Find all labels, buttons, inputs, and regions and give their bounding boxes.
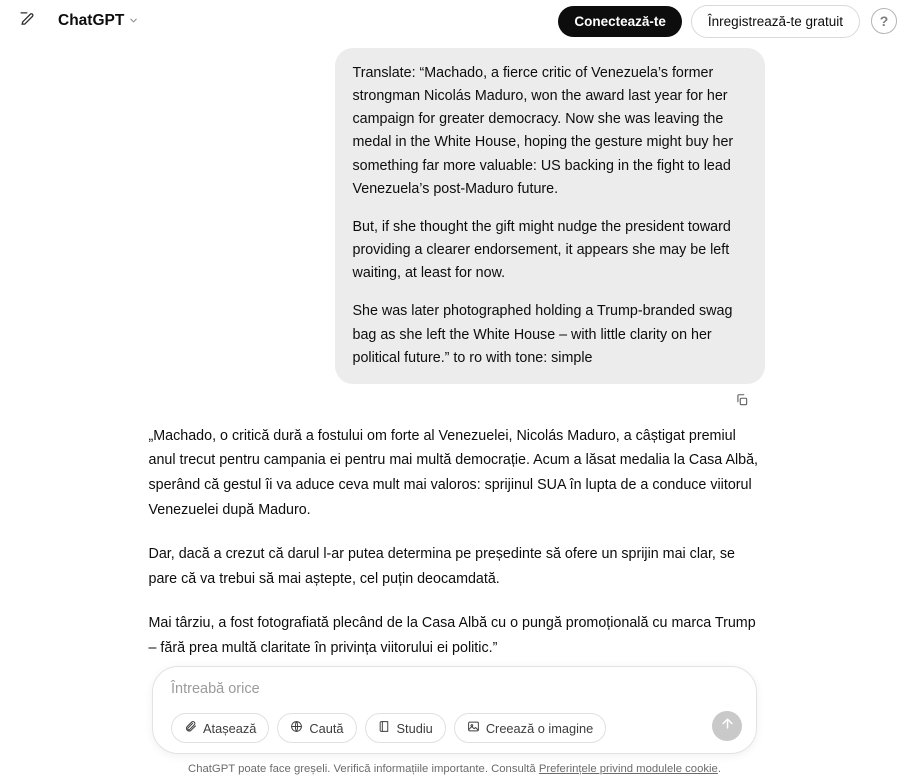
conversation-area bbox=[0, 42, 909, 660]
paperclip-icon bbox=[184, 720, 197, 736]
user-paragraph: Translate: “Machado, a fierce critic of Venezuela’s former strongman Nicolás Maduro, won the award last year for her campaign for greater democracy. Now she was leaving the medal in the White House, hoping the gesture might buy her something far more valuable: US backing in the fight to lead Venezuela’s post-Maduro future. bbox=[352, 65, 734, 197]
composer bbox=[152, 666, 757, 754]
message-input[interactable]: Întreabă orice bbox=[171, 681, 260, 697]
study-label: Studiu bbox=[396, 720, 433, 736]
model-switcher[interactable] bbox=[52, 8, 145, 34]
footer-suffix: . bbox=[717, 763, 721, 775]
user-message-row bbox=[145, 48, 765, 384]
new-chat-button[interactable] bbox=[12, 6, 42, 36]
cookie-preferences-link[interactable]: Preferințele privind modulele cookie bbox=[538, 763, 718, 775]
send-button[interactable] bbox=[712, 711, 742, 741]
user-paragraph: But, if she thought the gift might nudge the president toward providing a clearer endorsement, it appears she may be left waiting, at least for now. bbox=[352, 218, 731, 282]
book-icon bbox=[378, 720, 391, 736]
assistant-paragraph: Dar, dacă a crezut că darul l-ar putea determina pe președinte să ofere un sprijin mai clar, se pare că va trebui să mai aștepte, cel puțin deocamdată. bbox=[148, 546, 735, 587]
login-button[interactable]: Conectează-te bbox=[558, 6, 682, 37]
create-image-button[interactable] bbox=[454, 713, 606, 743]
footer-disclaimer bbox=[0, 763, 909, 775]
copy-icon bbox=[735, 393, 749, 412]
brand-label: ChatGPT bbox=[58, 12, 125, 29]
top-bar bbox=[0, 0, 909, 42]
search-label: Caută bbox=[309, 720, 344, 736]
composer-tools bbox=[171, 713, 742, 743]
image-icon bbox=[467, 720, 480, 736]
assistant-paragraph: „Machado, o critică dură a fostului om forte al Venezuelei, Nicolás Maduro, a câștigat premiul anul trecut pentru campania ei pentru mai multă democrație. Acum a lăsat medalia la Casa Albă, sperând că gestul îi va aduce ceva mult mai valoros: sprijinul SUA în lupta de a conduce viitorul Venezuelei după Maduro. bbox=[148, 427, 759, 518]
globe-icon bbox=[290, 720, 303, 736]
create-image-label: Creează o imagine bbox=[485, 720, 594, 736]
compose-icon bbox=[19, 10, 36, 32]
signup-button[interactable]: Înregistrează-te gratuit bbox=[691, 5, 860, 38]
composer-area bbox=[0, 666, 909, 754]
footer-text: ChatGPT poate face greșeli. Verifică informațiile importante. Consultă bbox=[188, 763, 539, 775]
arrow-up-icon bbox=[720, 716, 735, 736]
user-paragraph: She was later photographed holding a Trump-branded swag bag as she left the White House – with little clarity on her political future.” to ro with tone: simple bbox=[352, 303, 733, 366]
attach-label: Atașează bbox=[203, 720, 257, 736]
attach-button[interactable] bbox=[171, 713, 269, 743]
user-message-actions bbox=[145, 384, 765, 416]
top-bar-left bbox=[12, 6, 145, 36]
copy-user-message-button[interactable] bbox=[729, 390, 755, 416]
study-button[interactable] bbox=[365, 713, 446, 743]
assistant-paragraph: Mai târziu, a fost fotografiată plecând de la Casa Albă cu o pungă promoțională cu marca Trump – fără prea multă claritate în privința viitorului ei politic.” bbox=[148, 615, 756, 656]
chevron-down-icon bbox=[128, 15, 139, 29]
top-bar-right bbox=[558, 5, 897, 38]
message-thread bbox=[145, 42, 765, 660]
search-button[interactable] bbox=[277, 713, 356, 743]
assistant-message bbox=[145, 416, 765, 660]
user-message-bubble bbox=[335, 48, 765, 384]
help-icon[interactable]: ? bbox=[871, 8, 897, 34]
